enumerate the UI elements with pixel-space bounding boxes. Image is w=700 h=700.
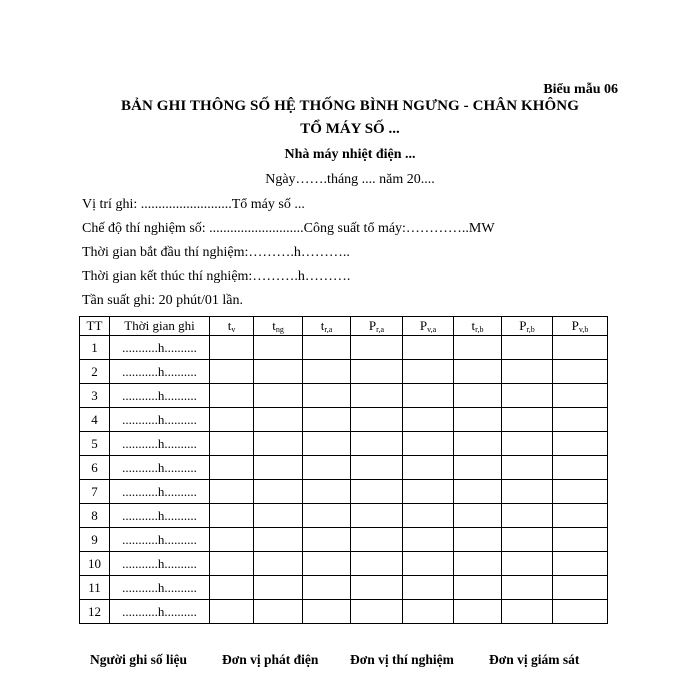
form-code: Biểu mẫu 06: [543, 82, 618, 97]
form-title: BẢN GHI THÔNG SỐ HỆ THỐNG BÌNH NGƯNG - CHÂN KHÔNG: [120, 98, 579, 114]
empty-value-cell: [553, 576, 608, 600]
column-header-subscript: ng: [275, 325, 284, 334]
empty-value-cell: [553, 336, 608, 360]
column-header: [351, 317, 403, 336]
column-header-label: P: [519, 318, 527, 333]
empty-value-cell: [454, 528, 502, 552]
empty-value-cell: [553, 528, 608, 552]
empty-value-cell: [210, 432, 254, 456]
table-row: [80, 480, 608, 504]
empty-value-cell: [403, 432, 454, 456]
row-number-cell: 3: [80, 384, 110, 408]
plant-name: Nhà máy nhiệt điện ...: [284, 147, 416, 162]
empty-value-cell: [553, 552, 608, 576]
empty-value-cell: [403, 576, 454, 600]
column-header-subscript: v: [231, 325, 236, 334]
table-row: [80, 456, 608, 480]
empty-value-cell: [210, 360, 254, 384]
signature-testing-unit: Đơn vị thí nghiệm: [350, 652, 454, 667]
row-number-cell: 6: [80, 456, 110, 480]
record-location-field: Vị trí ghi: ..........................Tổ máy số ...: [82, 197, 305, 212]
empty-value-cell: [553, 360, 608, 384]
empty-value-cell: [303, 528, 351, 552]
start-time-field: Thời gian bắt đầu thí nghiệm:……….h………..: [82, 245, 350, 260]
empty-value-cell: [254, 480, 303, 504]
column-header: [454, 317, 502, 336]
empty-value-cell: [254, 384, 303, 408]
table-row: [80, 360, 608, 384]
empty-value-cell: [454, 384, 502, 408]
column-header-subscript: v,a: [427, 325, 437, 334]
empty-value-cell: [210, 504, 254, 528]
column-header: [110, 317, 210, 336]
empty-value-cell: [454, 360, 502, 384]
signature-supervision-unit: Đơn vị giám sát: [489, 652, 580, 667]
column-header-subscript: v,b: [578, 325, 589, 334]
column-header-label: P: [368, 318, 377, 333]
empty-value-cell: [303, 480, 351, 504]
table-header-row: [80, 317, 608, 336]
column-header-label: P: [419, 318, 428, 333]
empty-value-cell: [210, 600, 254, 624]
column-header-label: TT: [86, 318, 103, 333]
empty-value-cell: [502, 504, 553, 528]
record-time-cell: ...........h..........: [110, 384, 210, 408]
empty-value-cell: [303, 576, 351, 600]
empty-value-cell: [351, 408, 403, 432]
empty-value-cell: [403, 552, 454, 576]
record-time-cell: ...........h..........: [110, 480, 210, 504]
table-row: [80, 408, 608, 432]
row-number-cell: 4: [80, 408, 110, 432]
empty-value-cell: [553, 504, 608, 528]
empty-value-cell: [454, 600, 502, 624]
record-time-cell: ...........h..........: [110, 552, 210, 576]
empty-value-cell: [454, 552, 502, 576]
empty-value-cell: [553, 480, 608, 504]
table-row: [80, 432, 608, 456]
row-number-cell: 12: [80, 600, 110, 624]
empty-value-cell: [502, 336, 553, 360]
empty-value-cell: [502, 408, 553, 432]
column-header: [254, 317, 303, 336]
row-number-cell: 1: [80, 336, 110, 360]
data-log-table: [79, 316, 608, 624]
column-header-subscript: r,b: [526, 325, 535, 334]
record-time-cell: ...........h..........: [110, 432, 210, 456]
record-time-cell: ...........h..........: [110, 528, 210, 552]
empty-value-cell: [351, 336, 403, 360]
record-time-cell: ...........h..........: [110, 576, 210, 600]
frequency-field: Tần suất ghi: 20 phút/01 lần.: [82, 293, 243, 308]
empty-value-cell: [254, 528, 303, 552]
empty-value-cell: [351, 384, 403, 408]
empty-value-cell: [210, 480, 254, 504]
empty-value-cell: [502, 384, 553, 408]
empty-value-cell: [210, 384, 254, 408]
empty-value-cell: [502, 552, 553, 576]
column-header: [403, 317, 454, 336]
table-row: [80, 552, 608, 576]
table-row: [80, 576, 608, 600]
signature-recorder: Người ghi số liệu: [90, 652, 187, 667]
table-row: [80, 504, 608, 528]
empty-value-cell: [351, 528, 403, 552]
empty-value-cell: [403, 336, 454, 360]
empty-value-cell: [351, 480, 403, 504]
empty-value-cell: [303, 432, 351, 456]
record-time-cell: ...........h..........: [110, 504, 210, 528]
empty-value-cell: [403, 384, 454, 408]
empty-value-cell: [502, 600, 553, 624]
empty-value-cell: [403, 456, 454, 480]
column-header-subscript: r,a: [324, 325, 333, 334]
empty-value-cell: [502, 576, 553, 600]
empty-value-cell: [303, 456, 351, 480]
empty-value-cell: [403, 528, 454, 552]
row-number-cell: 5: [80, 432, 110, 456]
empty-value-cell: [553, 408, 608, 432]
test-mode-field: Chế độ thí nghiệm số: ...........................Công suất tổ máy:…………..MW: [82, 221, 495, 236]
empty-value-cell: [403, 504, 454, 528]
empty-value-cell: [254, 408, 303, 432]
empty-value-cell: [254, 504, 303, 528]
column-header: [502, 317, 553, 336]
column-header-subscript: r,a: [376, 325, 385, 334]
empty-value-cell: [210, 408, 254, 432]
column-header-label: t: [320, 318, 325, 333]
empty-value-cell: [502, 528, 553, 552]
empty-value-cell: [351, 600, 403, 624]
empty-value-cell: [254, 456, 303, 480]
column-header-subscript: r,b: [475, 325, 484, 334]
row-number-cell: 2: [80, 360, 110, 384]
empty-value-cell: [403, 600, 454, 624]
row-number-cell: 9: [80, 528, 110, 552]
empty-value-cell: [553, 456, 608, 480]
empty-value-cell: [303, 384, 351, 408]
empty-value-cell: [254, 336, 303, 360]
record-time-cell: ...........h..........: [110, 360, 210, 384]
table-row: [80, 384, 608, 408]
column-header-label: t: [272, 318, 276, 333]
empty-value-cell: [303, 504, 351, 528]
empty-value-cell: [454, 504, 502, 528]
empty-value-cell: [351, 360, 403, 384]
empty-value-cell: [210, 576, 254, 600]
date-line: Ngày…….tháng .... năm 20....: [265, 172, 435, 187]
row-number-cell: 11: [80, 576, 110, 600]
empty-value-cell: [210, 456, 254, 480]
end-time-field: Thời gian kết thúc thí nghiệm:……….h……….: [82, 269, 351, 284]
empty-value-cell: [553, 432, 608, 456]
row-number-cell: 7: [80, 480, 110, 504]
empty-value-cell: [454, 432, 502, 456]
empty-value-cell: [454, 480, 502, 504]
signature-generation-unit: Đơn vị phát điện: [222, 652, 319, 667]
column-header: [80, 317, 110, 336]
empty-value-cell: [210, 552, 254, 576]
empty-value-cell: [351, 504, 403, 528]
empty-value-cell: [454, 408, 502, 432]
column-header: [210, 317, 254, 336]
empty-value-cell: [303, 600, 351, 624]
empty-value-cell: [351, 432, 403, 456]
empty-value-cell: [454, 576, 502, 600]
column-header-label: Thời gian ghi: [124, 318, 195, 333]
empty-value-cell: [303, 360, 351, 384]
table-row: [80, 336, 608, 360]
empty-value-cell: [254, 360, 303, 384]
empty-value-cell: [210, 528, 254, 552]
empty-value-cell: [553, 384, 608, 408]
empty-value-cell: [502, 432, 553, 456]
empty-value-cell: [303, 408, 351, 432]
empty-value-cell: [502, 480, 553, 504]
empty-value-cell: [553, 600, 608, 624]
row-number-cell: 10: [80, 552, 110, 576]
empty-value-cell: [502, 360, 553, 384]
record-time-cell: ...........h..........: [110, 600, 210, 624]
empty-value-cell: [502, 456, 553, 480]
empty-value-cell: [403, 480, 454, 504]
empty-value-cell: [210, 336, 254, 360]
record-time-cell: ...........h..........: [110, 408, 210, 432]
empty-value-cell: [254, 600, 303, 624]
empty-value-cell: [351, 552, 403, 576]
column-header-label: t: [471, 318, 476, 333]
empty-value-cell: [403, 408, 454, 432]
column-header-label: P: [571, 318, 579, 333]
empty-value-cell: [351, 576, 403, 600]
unit-subtitle: TỔ MÁY SỐ ...: [300, 121, 400, 137]
empty-value-cell: [351, 456, 403, 480]
column-header: [303, 317, 351, 336]
empty-value-cell: [254, 432, 303, 456]
record-time-cell: ...........h..........: [110, 456, 210, 480]
table-row: [80, 528, 608, 552]
column-header-label: t: [227, 318, 232, 333]
empty-value-cell: [403, 360, 454, 384]
column-header: [553, 317, 608, 336]
empty-value-cell: [254, 552, 303, 576]
empty-value-cell: [303, 552, 351, 576]
empty-value-cell: [454, 336, 502, 360]
empty-value-cell: [454, 456, 502, 480]
table-body: [80, 336, 608, 624]
row-number-cell: 8: [80, 504, 110, 528]
empty-value-cell: [303, 336, 351, 360]
table-row: [80, 600, 608, 624]
empty-value-cell: [254, 576, 303, 600]
record-time-cell: ...........h..........: [110, 336, 210, 360]
